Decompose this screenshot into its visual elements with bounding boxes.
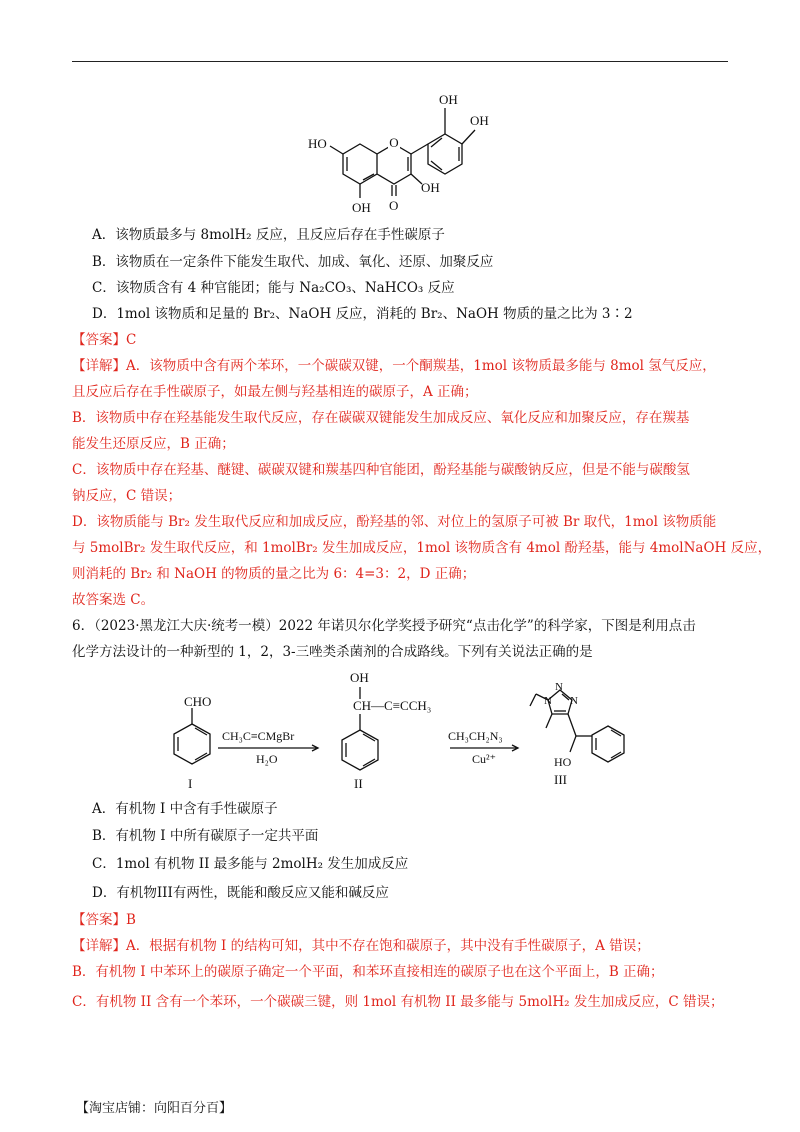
ketone-oxygen-label: O <box>389 198 399 213</box>
q6-option-b: B．有机物 I 中所有碳原子一定共平面 <box>92 828 319 844</box>
q6-explanation-line: B．有机物 I 中苯环上的碳原子确定一个平面，和苯环直接相连的碳原子也在这个平面上，B 正确； <box>72 964 664 980</box>
q5-option-b: B．该物质在一定条件下能发生取代、加成、氧化、还原、加聚反应 <box>92 254 494 270</box>
reagent-copper-label: Cu²⁺ <box>472 752 496 766</box>
ring-oxygen-label: O <box>389 135 399 150</box>
reagent-azide-label: CH₃CH₂N₃ <box>448 729 503 743</box>
triazole-n1-label: N <box>544 695 552 707</box>
q5-explanation-line: C．该物质中存在羟基、醚键、碳碳双键和羰基四种官能团，酚羟基能与碳酸钠反应，但是不能与碳酸氢 <box>72 462 690 478</box>
q5-explanation-line: 故答案选 C。 <box>72 592 155 608</box>
compound-i-label: I <box>188 776 193 790</box>
q5-explanation-line: 与 5molBr₂ 发生取代反应，和 1molBr₂ 发生加成反应，1mol 该物质含有 4mol 酚羟基，能与 4molNaOH 反应， <box>72 540 772 556</box>
compound-ii-label: II <box>354 776 363 790</box>
q5-option-d: D．1mol 该物质和足量的 Br₂、NaOH 反应，消耗的 Br₂、NaOH 物质的量之比为 3∶2 <box>92 306 633 322</box>
triazole-n2-label: N <box>555 681 563 693</box>
q6-option-d: D．有机物III有两性，既能和酸反应又能和碱反应 <box>92 885 389 901</box>
header-rule <box>72 61 728 62</box>
q5-explanation-line: 【详解】A．该物质中含有两个苯环，一个碳碳双键，一个酮羰基，1mol 该物质最多能与 8mol 氢气反应， <box>72 358 716 374</box>
cho-label: CHO <box>184 694 212 709</box>
q5-explanation-line: 则消耗的 Br₂ 和 NaOH 的物质的量之比为 6：4=3：2，D 正确； <box>72 566 476 582</box>
oh-bottom-label: OH <box>352 200 371 215</box>
oh-top-label: OH <box>439 92 458 107</box>
q5-answer: 【答案】C <box>72 332 137 348</box>
oh-c3-label: OH <box>421 180 440 195</box>
q6-option-a: A．有机物 I 中含有手性碳原子 <box>92 801 278 817</box>
q6-answer: 【答案】B <box>72 912 136 928</box>
triazole-n3-label: N <box>570 695 578 707</box>
alkyne-chain-label: CH—C≡CCH₃ <box>353 698 432 713</box>
oh-label-ii: OH <box>350 670 369 685</box>
q6-explanation-line: 【详解】A．根据有机物 I 的结构可知，其中不存在饱和碳原子，其中没有手性碳原子，A 错误； <box>72 938 650 954</box>
q6-explanation-line: C．有机物 II 含有一个苯环，一个碳碳三键，则 1mol 有机物 II 最多能与 5molH₂ 发生加成反应，C 错误； <box>72 994 724 1010</box>
q6-stem-line: 化学方法设计的一种新型的 1，2，3-三唑类杀菌剂的合成路线。下列有关说法正确的是 <box>72 644 593 660</box>
reaction-scheme <box>150 660 650 790</box>
q5-explanation-line: 且反应后存在手性碳原子，如最左侧与羟基相连的碳原子，A 正确； <box>72 384 478 400</box>
oh-right-top-label: OH <box>470 113 489 128</box>
q5-option-c: C．该物质含有 4 种官能团；能与 Na₂CO₃、NaHCO₃ 反应 <box>92 280 455 296</box>
reagent-grignard-label: CH₃C≡CMgBr <box>222 729 295 743</box>
q6-option-c: C．1mol 有机物 II 最多能与 2molH₂ 发生加成反应 <box>92 856 409 872</box>
compound-iii-label: III <box>554 772 567 787</box>
q5-explanation-line: D．该物质能与 Br₂ 发生取代反应和加成反应，酚羟基的邻、对位上的氢原子可被 Br 取代，1mol 该物质能 <box>72 514 717 530</box>
ho-label-iii: HO <box>554 755 572 769</box>
q6-stem-line: 6．（2023·黑龙江大庆·统考一模）2022 年诺贝尔化学奖授予研究“点击化学”的科学家，下图是利用点击 <box>72 618 696 634</box>
q5-explanation-line: 钠反应，C 错误； <box>72 488 182 504</box>
reagent-water-label: H₂O <box>256 752 278 766</box>
ho-left-label: HO <box>308 136 327 151</box>
q5-explanation-line: 能发生还原反应，B 正确； <box>72 436 235 452</box>
flavonoid-structure <box>300 88 520 223</box>
q5-explanation-line: B．该物质中存在羟基能发生取代反应，存在碳碳双键能发生加成反应、氧化反应和加聚反应，存在羰基 <box>72 410 690 426</box>
q5-option-a: A．该物质最多与 8molH₂ 反应，且反应后存在手性碳原子 <box>92 227 445 243</box>
shop-footer: 【淘宝店铺：向阳百分百】 <box>76 1101 233 1116</box>
